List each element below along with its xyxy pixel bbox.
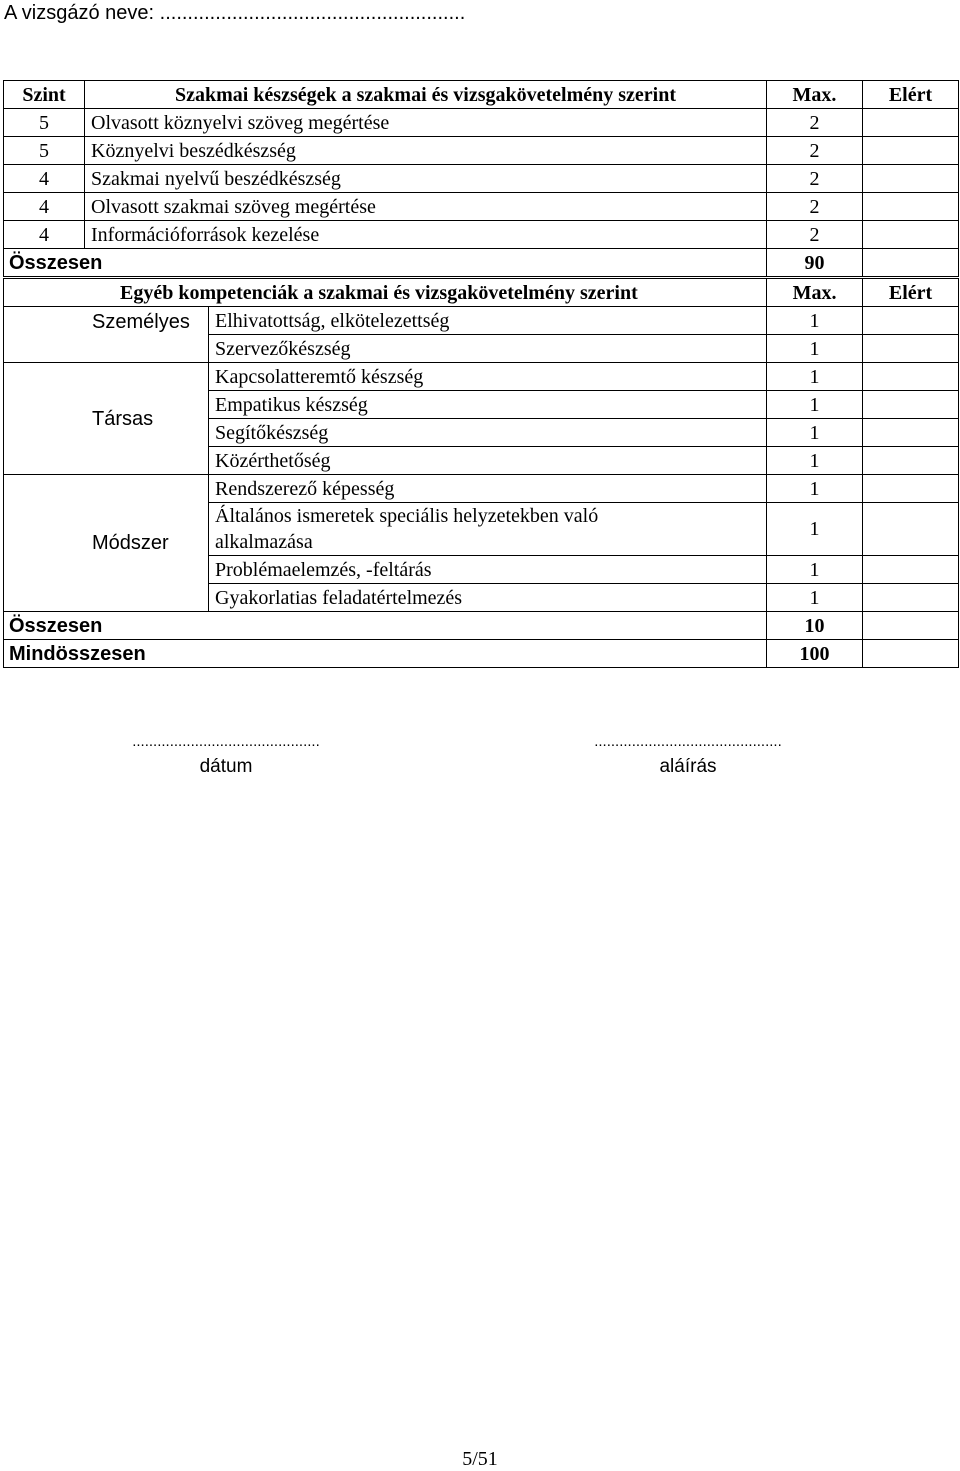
achieved-cell[interactable] — [863, 584, 959, 612]
achieved-cell[interactable] — [863, 556, 959, 584]
skill-cell: Szakmai nyelvű beszédkészség — [85, 165, 767, 193]
total-achieved-cell[interactable] — [863, 249, 959, 277]
page-number: 5/51 — [462, 1448, 498, 1470]
header-max: Max. — [767, 279, 863, 307]
header-achieved: Elért — [863, 81, 959, 109]
other-competences-table — [3, 278, 959, 668]
achieved-cell[interactable] — [863, 165, 959, 193]
achieved-cell[interactable] — [863, 193, 959, 221]
competence-cell: Problémaelemzés, -feltárás — [209, 556, 767, 584]
table-row — [4, 363, 959, 391]
achieved-cell[interactable] — [863, 503, 959, 556]
total-row — [4, 612, 959, 640]
professional-skills-table — [3, 80, 959, 277]
max-cell: 1 — [767, 475, 863, 503]
achieved-cell[interactable] — [863, 335, 959, 363]
max-cell: 2 — [767, 221, 863, 249]
signature-block — [538, 733, 838, 778]
level-cell: 4 — [4, 193, 85, 221]
competence-cell: Gyakorlatias feladatértelmezés — [209, 584, 767, 612]
grand-total-achieved-cell[interactable] — [863, 640, 959, 668]
competence-cell: Segítőkészség — [209, 419, 767, 447]
total-max: 10 — [767, 612, 863, 640]
achieved-cell[interactable] — [863, 391, 959, 419]
category-social: Társas — [4, 363, 209, 475]
achieved-cell[interactable] — [863, 475, 959, 503]
max-cell: 1 — [767, 335, 863, 363]
competence-cell: Kapcsolatteremtő készség — [209, 363, 767, 391]
achieved-cell[interactable] — [863, 363, 959, 391]
table-row — [4, 137, 959, 165]
max-cell: 1 — [767, 447, 863, 475]
competence-cell: Empatikus készség — [209, 391, 767, 419]
table-row — [4, 109, 959, 137]
achieved-cell[interactable] — [863, 137, 959, 165]
table-row — [4, 193, 959, 221]
category-method: Módszer — [4, 475, 209, 612]
achieved-cell[interactable] — [863, 447, 959, 475]
header-skill: Szakmai készségek a szakmai és vizsgakövetelmény szerint — [85, 81, 767, 109]
signature-dots: ............................................. — [594, 733, 782, 750]
table-row — [4, 475, 959, 503]
competence-cell: Rendszerező képesség — [209, 475, 767, 503]
grand-total-row — [4, 640, 959, 668]
max-cell: 2 — [767, 137, 863, 165]
competence-cell: Elhivatottság, elkötelezettség — [209, 307, 767, 335]
total-label: Összesen — [4, 612, 767, 640]
grand-total-label: Mindösszesen — [4, 640, 767, 668]
max-cell: 2 — [767, 193, 863, 221]
total-achieved-cell[interactable] — [863, 612, 959, 640]
total-row — [4, 249, 959, 277]
achieved-cell[interactable] — [863, 307, 959, 335]
max-cell: 2 — [767, 109, 863, 137]
max-cell: 1 — [767, 503, 863, 556]
table-row — [4, 307, 959, 335]
competence-cell: Általános ismeretek speciális helyzetekben való alkalmazása — [209, 503, 767, 556]
competence-cell: Szervezőkészség — [209, 335, 767, 363]
date-signature-block — [76, 733, 376, 778]
header-achieved: Elért — [863, 279, 959, 307]
grand-total-max: 100 — [767, 640, 863, 668]
skill-cell: Olvasott szakmai szöveg megértése — [85, 193, 767, 221]
max-cell: 1 — [767, 363, 863, 391]
table-header-row — [4, 81, 959, 109]
competence-cell: Közérthetőség — [209, 447, 767, 475]
skill-cell: Információforrások kezelése — [85, 221, 767, 249]
header-level: Szint — [4, 81, 85, 109]
total-max: 90 — [767, 249, 863, 277]
examinee-name-line: A vizsgázó neve: ....................................................... — [4, 2, 466, 24]
achieved-cell[interactable] — [863, 109, 959, 137]
max-cell: 1 — [767, 391, 863, 419]
level-cell: 5 — [4, 137, 85, 165]
header-competence: Egyéb kompetenciák a szakmai és vizsgakövetelmény szerint — [4, 279, 767, 307]
level-cell: 4 — [4, 165, 85, 193]
date-label: dátum — [199, 756, 253, 777]
header-max: Max. — [767, 81, 863, 109]
max-cell: 1 — [767, 307, 863, 335]
level-cell: 5 — [4, 109, 85, 137]
max-cell: 2 — [767, 165, 863, 193]
achieved-cell[interactable] — [863, 221, 959, 249]
table-row — [4, 165, 959, 193]
total-label: Összesen — [4, 249, 767, 277]
category-personal: Személyes — [4, 307, 209, 363]
level-cell: 4 — [4, 221, 85, 249]
max-cell: 1 — [767, 556, 863, 584]
signature-label: aláírás — [659, 756, 717, 777]
table-header-row — [4, 279, 959, 307]
skill-cell: Olvasott köznyelvi szöveg megértése — [85, 109, 767, 137]
max-cell: 1 — [767, 584, 863, 612]
max-cell: 1 — [767, 419, 863, 447]
table-row — [4, 221, 959, 249]
date-dots: ............................................. — [132, 733, 320, 750]
skill-cell: Köznyelvi beszédkészség — [85, 137, 767, 165]
achieved-cell[interactable] — [863, 419, 959, 447]
